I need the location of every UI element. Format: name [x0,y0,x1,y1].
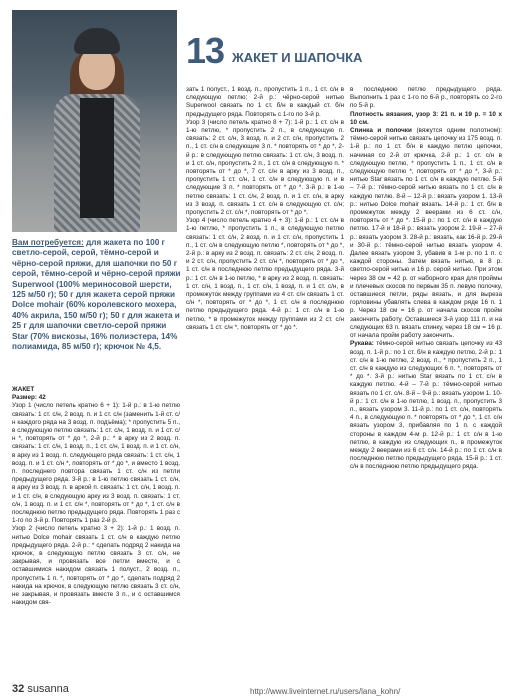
pattern-1-text: Узор 1 (число петель кратно 6 + 1): 1-й р.: в 1-ю петлю связать: 1 ст. с/н, 2 возд. п. и 1 ст. с/н (заменить 1-й ст. с/н каждого ряда на 3 возд. п. подъёма); * пропустить 5 п., в следующую петлю связать: 1 ст. с/н, 1 возд. п. и 1 ст. с/н *, повторять от * до *, 2-й р.: * в арку из 2 возд. п. связать: 1 ст. с/н, 1 возд. п., 1 ст. с/н, 1 возд. п. и 1 ст. с/н, в арку из 1 возд. п. следующего ряда связать: 1 ст. с/н, 1 возд. п. и 1 ст. с/н *, повторять от * до *, и вместо 1 возд. п. последнего повтора связать 1 ст. с/н из петли предыдущего ряда. 3-й р.: в 1-ю петлю связать 1 ст. с/н, в арку из 3 возд. п. в аркой п. связать: 1 ст. с/н, 1 возд. п. и 1 ст. с/н, в следующую арку из 3 возд. п. связать: 1 ст. с/н, 1 возд. п. и 1 ст. с/н *, повторять от * до *, 1 ст. с/н в последнюю петлю предыдущего ряда. Повторять 1 раз с 1-го по 3-й р. Повторять 1 раз 2-й р. [12,402,180,525]
back-heading: Спинка и полочки [350,127,412,135]
back-text: (вяжутся одним полотном): тёмно-серой нитью связать цепочку из 175 возд. п. 1-й р.: по 1 ст. б/н в каждую петлю цепочки, начиная со 2-й от крючка, 2-й р.: 1 ст. с/н в следующую петлю, * пропустить 1 п., 1 ст. с/н в следующую петлю *, повторять от * до *, 3-й р.: нитью Star вязать по 1 ст. с/н в каждую петлю. 5-й – 7-й р.: тёмно-серой нитью вязать по 1 ст. с/н в каждую петлю. 8-й – 12-й р.: вязать узором 1. 13-й р.: нитью Dolce mohair вязать. 14-й р.: 1 ст. б/н в промежуток между 2 веерами из 6 ст. с/н, повторять от * до *. 15-й р.: по 1 ст. с/н в каждую петлю. 17-й и 18-й р.: вязать узором 2. 19-й – 27-й р.: вязать узором 3. 28-й р.: вязать, как 16-й р. 29-й и 30-й р.: тёмно-серой нитью вязать узором 4. Далее вязать узором 3, убавив в 1-м р. по 1 п. с каждой стороны. Затем вязать нитью, в 8 р. светло-серой нитью и 16 р. серой нитью. При этом через 38 см = 42 р. от наборного края для проймы и плечевых скосов по первым 35 п. левую полочку, оставшиеся петли, ряды вязать, и для выреза горловины убавлять слева в каждом ряде 16 п. 1 р. Через 18 см = 16 р. от начала скосов пройм закончить работу. Оставшиеся 3-й узор 111 п. и на следующих 63 п. вязать спинку, через 18 см = 16 р. от начала пройм работу закончить. [350,127,503,340]
sleeve-heading: Рукава: [350,340,374,348]
source-url[interactable]: http://www.liveinternet.ru/users/lana_kohn/ [250,687,401,696]
magazine-name: susanna [27,683,69,695]
gauge-text: Плотность вязания, узор 3: 21 п. и 19 р. = 10 х 10 см. [350,110,502,126]
model-photo [12,10,177,232]
page-footer [12,683,69,695]
jacket-heading: ЖАКЕТ [12,386,35,393]
sleeve-text: тёмно-серой нитью связать цепочку из 43 возд. п. 1-й р.: по 1 ст. б/н в каждую петлю, 2-й р.: 1 ст. с/н в 1-ю петлю, 2 возд. п., * пропустить 2 п., 1 ст. с/н в каждую из следующих 6 п. *, повторять от * до *. 3-й р.: нитью Star вязать по 1 ст. с/н в каждую петлю. 4-й – 7-й р.: тёмно-серой нитью вязать по 1 ст. с/н. 8-й – 9-й р.: вязать узором 1. 10-й р.: 1 ст. с/н в 1-ю петлю, 1 возд. п., пропустить 3 п., вязать узором 3. 11-й р.: по 1 ст. с/н, повторять 4 п., в следующую п. * повторять от * до *, 1 ст. с/н вязать узором 3, прибавляя по 1 п. с каждой стороны в каждом 4-м р. 12-й р.: 1 ст. с/н в 1-ю петлю, в каждую из следующих п., в промежуток между 2 веерами из 6 ст. с/н. 14-й р.: по 1 ст. с/н в последнюю петлю предыдущего ряда. 15-й р.: 1 ст. с/н в последнюю петлю предыдущего ряда. [350,340,502,471]
materials-label: Вам потребуется: [12,238,84,247]
column-1 [12,386,180,607]
materials-text: для жакета по 100 г светло-серой, серой, тёмно-серой и чёрно-серой пряжи, для шапочки по 50 г серой, тёмно-серой и чёрно-серой пряжи Superwool (100% мериносовой шерсти, 125 м/50 г); 50 г для жакета серой пряжи Dolce mohair (60% королевского мохера, 40% акрила, 150 м/50 г); 50 г для жакета и 25 г для шапочки светло-серой пряжи Star (70% вискозы, 16% полиэстера, 14% полиамида, 85 м/50 г); крючок № 4,5. [12,238,181,352]
materials-block [12,238,182,352]
column-3 [350,86,502,472]
model-figure [52,28,142,232]
col2-intro: зать 1 полуст., 1 возд. п., пропустить 1 п., 1 ст. с/н в следующую петлю; 2-й р.: чёрно-серой нитью Superwool связать по 1 ст. б/н в каждый ст. б/н предыдущего ряда. Повторять с 1-го по 3-й р. [186,86,344,118]
col3-intro: в последнюю петлю предыдущего ряда. Выполнить 1 раз с 1-го по 6-й р., повторять со 2-го по 5-й р. [350,86,502,110]
pattern-2-text: Узор 2 (число петель кратно 3 + 2): 1-й р.: 1 возд. п. нитью Dolce mohair связать 1 ст. с/н в каждую петлю предыдущего ряда. 2-й р.: * сделать подряд 2 накида на крючок, в следующую петлю связать 3 ст. с/н, не закрывая, и провязать все петли вместе, и с оставшимися накидом связать 1 полуст., 2 возд. п., пропустить 1 п. *, повторять от * до *, сделать подряд 2 накида на крючок, в следующую петлю связать 3 ст. с/н, не закрывая, и провязать вместе 3 п., и с оставшимся накидом свя- [12,525,180,607]
pattern-number: 13 [186,30,225,71]
hat [74,28,120,54]
pattern-title: ЖАКЕТ И ШАПОЧКА [232,50,363,65]
pattern-4-text: Узор 4 (число петель кратно 4 + 3): 1-й р.: 1 ст. с/н в 1-ю петлю, * пропустить 1 п., в следующую петлю связать: 1 ст. с/н, 2 возд. п. и 1 ст. с/н, пропустить 1 п., 1 ст. с/н в следующую петлю *, повторять от * до *, 2-й р.: в арку из 2 возд. п. связать: 2 ст. с/н, 2 возд. п. и 2 ст. с/н, пропустить 2 ст. с/н *, повторять от * до *, 1 ст. с/н в последнюю петлю предыдущего ряда. 3-й р.: 1 ст. с/н в 1-ю петлю, * в арку из 2 возд. п. связать: 1 ст. с/н, 1 возд. п., 1 ст. с/н, 1 возд. п. и 1 ст. с/н, в промежуток между группами из 4 ст. с/н связать 1 ст. с/н *, повторять от * до *, 1 ст. с/н в последнюю петлю предыдущего ряда. 4-й р.: 1 ст. с/н в 1-ю петлю, * в промежуток между группами из 2 ст. с/н связать 1 ст. с/н *, повторять от * до *. [186,217,344,331]
page-number: 32 [12,683,25,695]
size-label: Размер: 42 [12,394,46,402]
pattern-3-text: Узор 3 (число петель кратно 8 + 7): 1-й р.: 1 ст. с/н в 1-ю петлю, * пропустить 2 п., в следующую п. связать: 2 ст. с/н, 3 возд. п. и 2 ст. с/н, пропустить 2 п., 1 ст. с/н в следующие 3 п. * повторять от * до *, 2-й р.: в следующую петлю связать: 1 ст. с/н, 3 возд. п. и 1 ст. с/н, пропустить 2 п., 1 ст. с/н в следующую п. * повторять от * до *, 7 ст. с/н в арку из 3 возд. п., пропустить 1 ст. с/н, 1 ст. с/н в следующую п. и в следующие 3 п. * повторять от * до *. 3-й р.: в 1-ю петлю связать: 1 ст. с/н, 2 возд. п. и 1 ст. с/н, в арку из 3 возд. п. связать 1 ст. с/н в следующую ст. с/н; пропустить 2 ст. с/н *, повторять от * до *. [186,118,344,217]
column-2 [186,86,344,332]
